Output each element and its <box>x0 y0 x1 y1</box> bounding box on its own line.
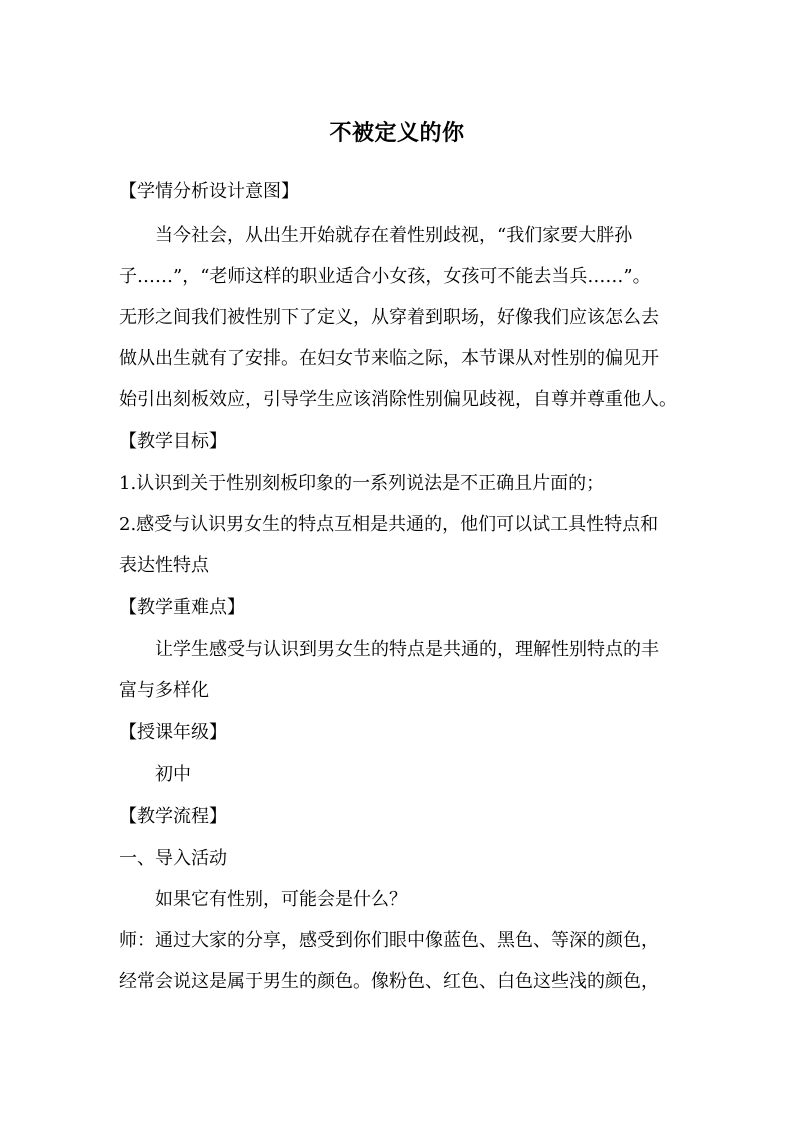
section-heading-analysis: 【学情分析设计意图】 <box>119 181 299 202</box>
list-item: 1.认识到关于性别刻板印象的一系列说法是不正确且片面的； <box>119 473 605 494</box>
paragraph-line: 让学生感受与认识到男女生的特点是共通的，理解性别特点的丰 <box>155 639 659 660</box>
paragraph-line: 始引出刻板效应，引导学生应该消除性别偏见歧视，自尊并尊重他人。 <box>119 389 677 410</box>
paragraph-line: 子……”，“老师这样的职业适合小女孩，女孩可不能去当兵……”。 <box>119 266 651 287</box>
paragraph-line: 富与多样化 <box>119 680 209 701</box>
document-title: 不被定义的你 <box>329 121 465 146</box>
section-heading-key-points: 【教学重难点】 <box>119 597 245 618</box>
section-heading-objectives: 【教学目标】 <box>119 431 227 452</box>
paragraph-line: 表达性特点 <box>119 555 209 576</box>
list-item: 2.感受与认识男女生的特点互相是共通的，他们可以试工具性特点和 <box>119 514 659 535</box>
paragraph-line: 师：通过大家的分享，感受到你们眼中像蓝色、黑色、等深的颜色， <box>119 930 659 951</box>
paragraph-line: 当今社会，从出生开始就存在着性别歧视，“我们家要大胖孙 <box>155 225 633 246</box>
paragraph-line: 经常会说这是属于男生的颜色。像粉色、红色、白色这些浅的颜色， <box>119 971 659 992</box>
subsection-heading: 一、导入活动 <box>119 848 227 869</box>
section-heading-grade: 【授课年级】 <box>119 722 227 743</box>
paragraph-line: 无形之间我们被性别下了定义，从穿着到职场，好像我们应该怎么去 <box>119 307 659 328</box>
paragraph-line: 做从出生就有了安排。在妇女节来临之际，本节课从对性别的偏见开 <box>119 348 659 369</box>
section-heading-process: 【教学流程】 <box>119 806 227 827</box>
paragraph-line: 如果它有性别，可能会是什么？ <box>155 889 407 910</box>
paragraph-line: 初中 <box>155 764 191 785</box>
